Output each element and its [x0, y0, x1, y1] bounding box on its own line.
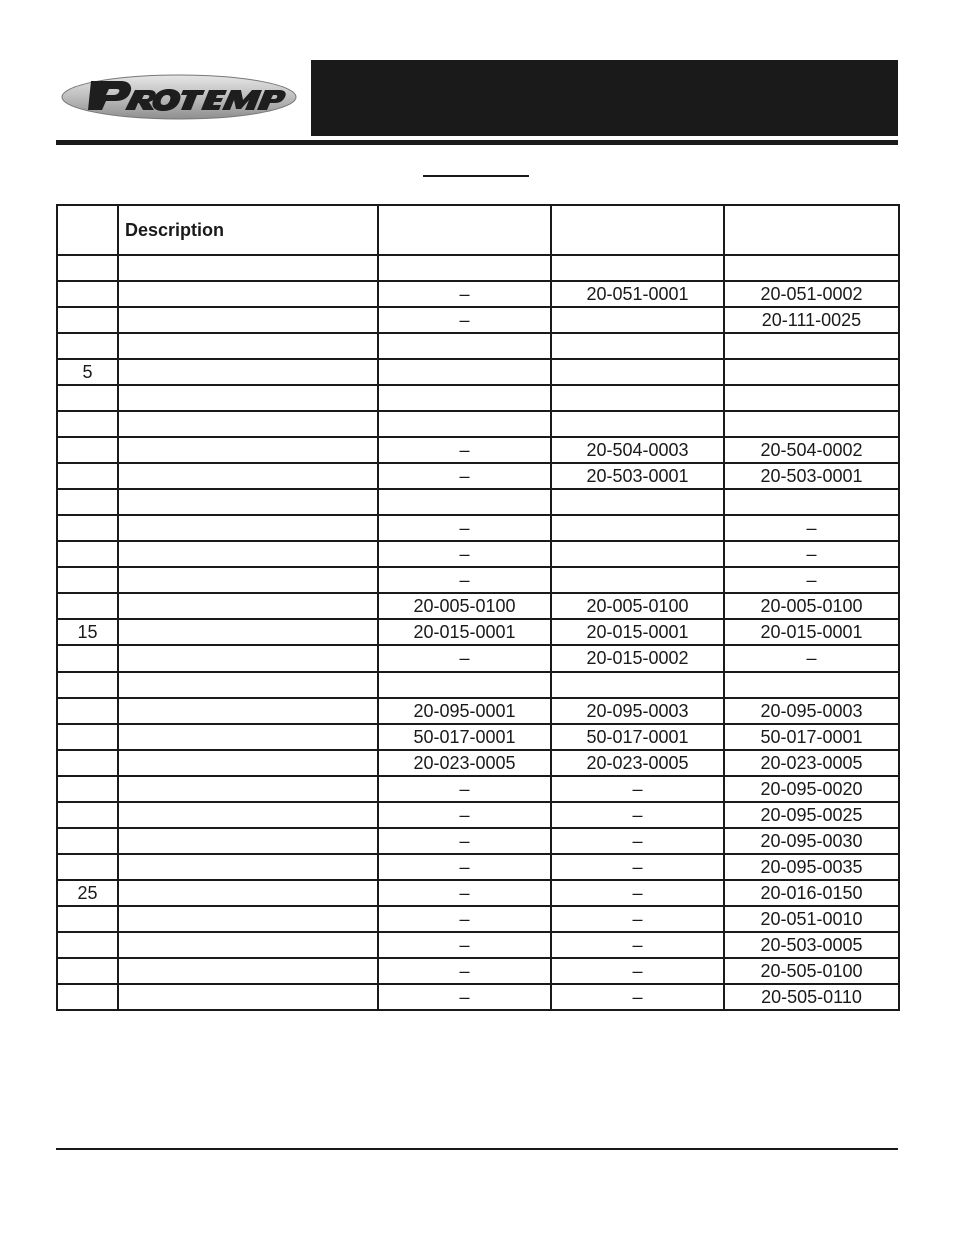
- part-number-cell: 20-005-0100: [551, 593, 724, 619]
- item-number-cell: [57, 515, 118, 541]
- part-number-cell: 20-095-0025: [724, 802, 899, 828]
- table-row: [57, 489, 899, 515]
- part-number-cell: [378, 255, 551, 281]
- part-number-cell: 20-015-0002: [551, 645, 724, 671]
- item-number-cell: [57, 255, 118, 281]
- item-number-cell: [57, 489, 118, 515]
- item-number-cell: [57, 333, 118, 359]
- table-row: [57, 255, 899, 281]
- protemp-logo: [57, 63, 309, 133]
- part-number-cell: –: [378, 932, 551, 958]
- parts-list-table: [56, 204, 900, 1011]
- part-number-cell: –: [551, 958, 724, 984]
- item-number-cell: [57, 776, 118, 802]
- item-number-cell: [57, 828, 118, 854]
- description-cell: [118, 567, 378, 593]
- item-number-cell: 15: [57, 619, 118, 645]
- table-row: [57, 411, 899, 437]
- item-number-cell: [57, 906, 118, 932]
- table-row: [57, 932, 899, 958]
- part-number-cell: 20-095-0001: [378, 698, 551, 724]
- table-row: [57, 828, 899, 854]
- part-number-cell: –: [551, 776, 724, 802]
- part-number-cell: 20-505-0110: [724, 984, 899, 1010]
- description-cell: [118, 515, 378, 541]
- part-number-cell: [551, 515, 724, 541]
- part-number-cell: [724, 333, 899, 359]
- part-number-cell: –: [378, 984, 551, 1010]
- table-row: [57, 619, 899, 645]
- item-number-cell: [57, 698, 118, 724]
- part-number-cell: [724, 672, 899, 698]
- part-number-cell: 20-016-0150: [724, 880, 899, 906]
- header-cell-description: Description: [118, 205, 378, 255]
- description-cell: [118, 333, 378, 359]
- part-number-cell: 20-095-0035: [724, 854, 899, 880]
- table-row: [57, 802, 899, 828]
- part-number-cell: –: [378, 515, 551, 541]
- part-number-cell: –: [378, 802, 551, 828]
- footer-rule: [56, 1148, 898, 1150]
- part-number-cell: –: [378, 854, 551, 880]
- header-cell-model-3: [724, 205, 899, 255]
- part-number-cell: 50-017-0001: [724, 724, 899, 750]
- table-row: [57, 281, 899, 307]
- part-number-cell: 20-051-0001: [551, 281, 724, 307]
- part-number-cell: [724, 255, 899, 281]
- description-cell: [118, 958, 378, 984]
- part-number-cell: –: [378, 645, 551, 671]
- part-number-cell: 20-023-0005: [724, 750, 899, 776]
- part-number-cell: –: [378, 880, 551, 906]
- header-cell-model-1: [378, 205, 551, 255]
- description-cell: [118, 541, 378, 567]
- part-number-cell: [551, 541, 724, 567]
- table-row: [57, 984, 899, 1010]
- part-number-cell: [724, 385, 899, 411]
- part-number-cell: –: [378, 437, 551, 463]
- item-number-cell: [57, 958, 118, 984]
- description-cell: [118, 828, 378, 854]
- item-number-cell: 25: [57, 880, 118, 906]
- part-number-cell: 20-095-0030: [724, 828, 899, 854]
- part-number-cell: 20-005-0100: [378, 593, 551, 619]
- header-title-band: [311, 60, 898, 136]
- part-number-cell: 20-504-0003: [551, 437, 724, 463]
- header-cell-item: [57, 205, 118, 255]
- part-number-cell: –: [378, 463, 551, 489]
- part-number-cell: [378, 359, 551, 385]
- description-cell: [118, 489, 378, 515]
- item-number-cell: [57, 984, 118, 1010]
- table-row: [57, 854, 899, 880]
- description-cell: [118, 776, 378, 802]
- part-number-cell: [551, 333, 724, 359]
- part-number-cell: 20-023-0005: [378, 750, 551, 776]
- part-number-cell: 20-051-0002: [724, 281, 899, 307]
- description-cell: [118, 984, 378, 1010]
- part-number-cell: [551, 359, 724, 385]
- part-number-cell: –: [551, 880, 724, 906]
- part-number-cell: 20-015-0001: [724, 619, 899, 645]
- part-number-cell: [551, 489, 724, 515]
- table-row: [57, 906, 899, 932]
- table-header-row: [57, 205, 899, 255]
- table-row: [57, 385, 899, 411]
- table-row: [57, 333, 899, 359]
- description-cell: [118, 385, 378, 411]
- description-cell: [118, 281, 378, 307]
- section-title-underline: [423, 175, 529, 177]
- part-number-cell: [551, 307, 724, 333]
- part-number-cell: –: [551, 984, 724, 1010]
- description-cell: [118, 880, 378, 906]
- description-cell: [118, 359, 378, 385]
- description-cell: [118, 619, 378, 645]
- part-number-cell: [551, 385, 724, 411]
- part-number-cell: [724, 489, 899, 515]
- table-row: [57, 515, 899, 541]
- part-number-cell: –: [724, 567, 899, 593]
- part-number-cell: 20-095-0003: [724, 698, 899, 724]
- item-number-cell: [57, 854, 118, 880]
- description-cell: [118, 672, 378, 698]
- part-number-cell: 20-005-0100: [724, 593, 899, 619]
- table-row: [57, 672, 899, 698]
- part-number-cell: –: [724, 541, 899, 567]
- part-number-cell: –: [378, 828, 551, 854]
- item-number-cell: [57, 541, 118, 567]
- part-number-cell: [378, 672, 551, 698]
- part-number-cell: –: [724, 645, 899, 671]
- table-row: [57, 750, 899, 776]
- table-row: [57, 541, 899, 567]
- part-number-cell: 20-503-0001: [551, 463, 724, 489]
- part-number-cell: [724, 359, 899, 385]
- part-number-cell: [378, 411, 551, 437]
- part-number-cell: [378, 333, 551, 359]
- header-cell-model-2: [551, 205, 724, 255]
- part-number-cell: [551, 672, 724, 698]
- part-number-cell: –: [551, 828, 724, 854]
- part-number-cell: –: [378, 567, 551, 593]
- table-row: [57, 880, 899, 906]
- part-number-cell: –: [551, 906, 724, 932]
- item-number-cell: [57, 645, 118, 671]
- item-number-cell: [57, 593, 118, 619]
- part-number-cell: –: [724, 515, 899, 541]
- part-number-cell: 20-504-0002: [724, 437, 899, 463]
- header-rule: [56, 140, 898, 145]
- table-row: [57, 776, 899, 802]
- table-row: [57, 359, 899, 385]
- part-number-cell: 20-015-0001: [551, 619, 724, 645]
- part-number-cell: –: [378, 281, 551, 307]
- item-number-cell: [57, 411, 118, 437]
- item-number-cell: [57, 567, 118, 593]
- part-number-cell: –: [378, 958, 551, 984]
- part-number-cell: 20-503-0005: [724, 932, 899, 958]
- item-number-cell: [57, 802, 118, 828]
- description-cell: [118, 437, 378, 463]
- table-row: [57, 437, 899, 463]
- description-cell: [118, 802, 378, 828]
- item-number-cell: 5: [57, 359, 118, 385]
- part-number-cell: –: [378, 906, 551, 932]
- part-number-cell: –: [378, 307, 551, 333]
- part-number-cell: 20-015-0001: [378, 619, 551, 645]
- table-row: [57, 645, 899, 671]
- part-number-cell: –: [378, 541, 551, 567]
- part-number-cell: –: [551, 854, 724, 880]
- description-cell: [118, 411, 378, 437]
- table-row: [57, 724, 899, 750]
- item-number-cell: [57, 385, 118, 411]
- part-number-cell: [378, 489, 551, 515]
- item-number-cell: [57, 281, 118, 307]
- description-cell: [118, 307, 378, 333]
- description-cell: [118, 750, 378, 776]
- table-row: [57, 698, 899, 724]
- table-row: [57, 567, 899, 593]
- part-number-cell: [724, 411, 899, 437]
- description-cell: [118, 906, 378, 932]
- description-cell: [118, 255, 378, 281]
- table-row: [57, 593, 899, 619]
- part-number-cell: 20-095-0003: [551, 698, 724, 724]
- item-number-cell: [57, 307, 118, 333]
- part-number-cell: 20-111-0025: [724, 307, 899, 333]
- table-row: [57, 958, 899, 984]
- part-number-cell: 20-095-0020: [724, 776, 899, 802]
- description-cell: [118, 698, 378, 724]
- item-number-cell: [57, 672, 118, 698]
- item-number-cell: [57, 463, 118, 489]
- description-cell: [118, 593, 378, 619]
- part-number-cell: 20-051-0010: [724, 906, 899, 932]
- part-number-cell: 20-503-0001: [724, 463, 899, 489]
- part-number-cell: [378, 385, 551, 411]
- part-number-cell: [551, 255, 724, 281]
- part-number-cell: –: [378, 776, 551, 802]
- item-number-cell: [57, 437, 118, 463]
- description-cell: [118, 854, 378, 880]
- table-row: [57, 307, 899, 333]
- description-cell: [118, 645, 378, 671]
- item-number-cell: [57, 750, 118, 776]
- description-cell: [118, 932, 378, 958]
- part-number-cell: [551, 411, 724, 437]
- part-number-cell: 20-023-0005: [551, 750, 724, 776]
- part-number-cell: 20-505-0100: [724, 958, 899, 984]
- item-number-cell: [57, 932, 118, 958]
- part-number-cell: 50-017-0001: [551, 724, 724, 750]
- table-row: [57, 463, 899, 489]
- part-number-cell: 50-017-0001: [378, 724, 551, 750]
- part-number-cell: –: [551, 802, 724, 828]
- item-number-cell: [57, 724, 118, 750]
- part-number-cell: –: [551, 932, 724, 958]
- description-cell: [118, 463, 378, 489]
- part-number-cell: [551, 567, 724, 593]
- description-cell: [118, 724, 378, 750]
